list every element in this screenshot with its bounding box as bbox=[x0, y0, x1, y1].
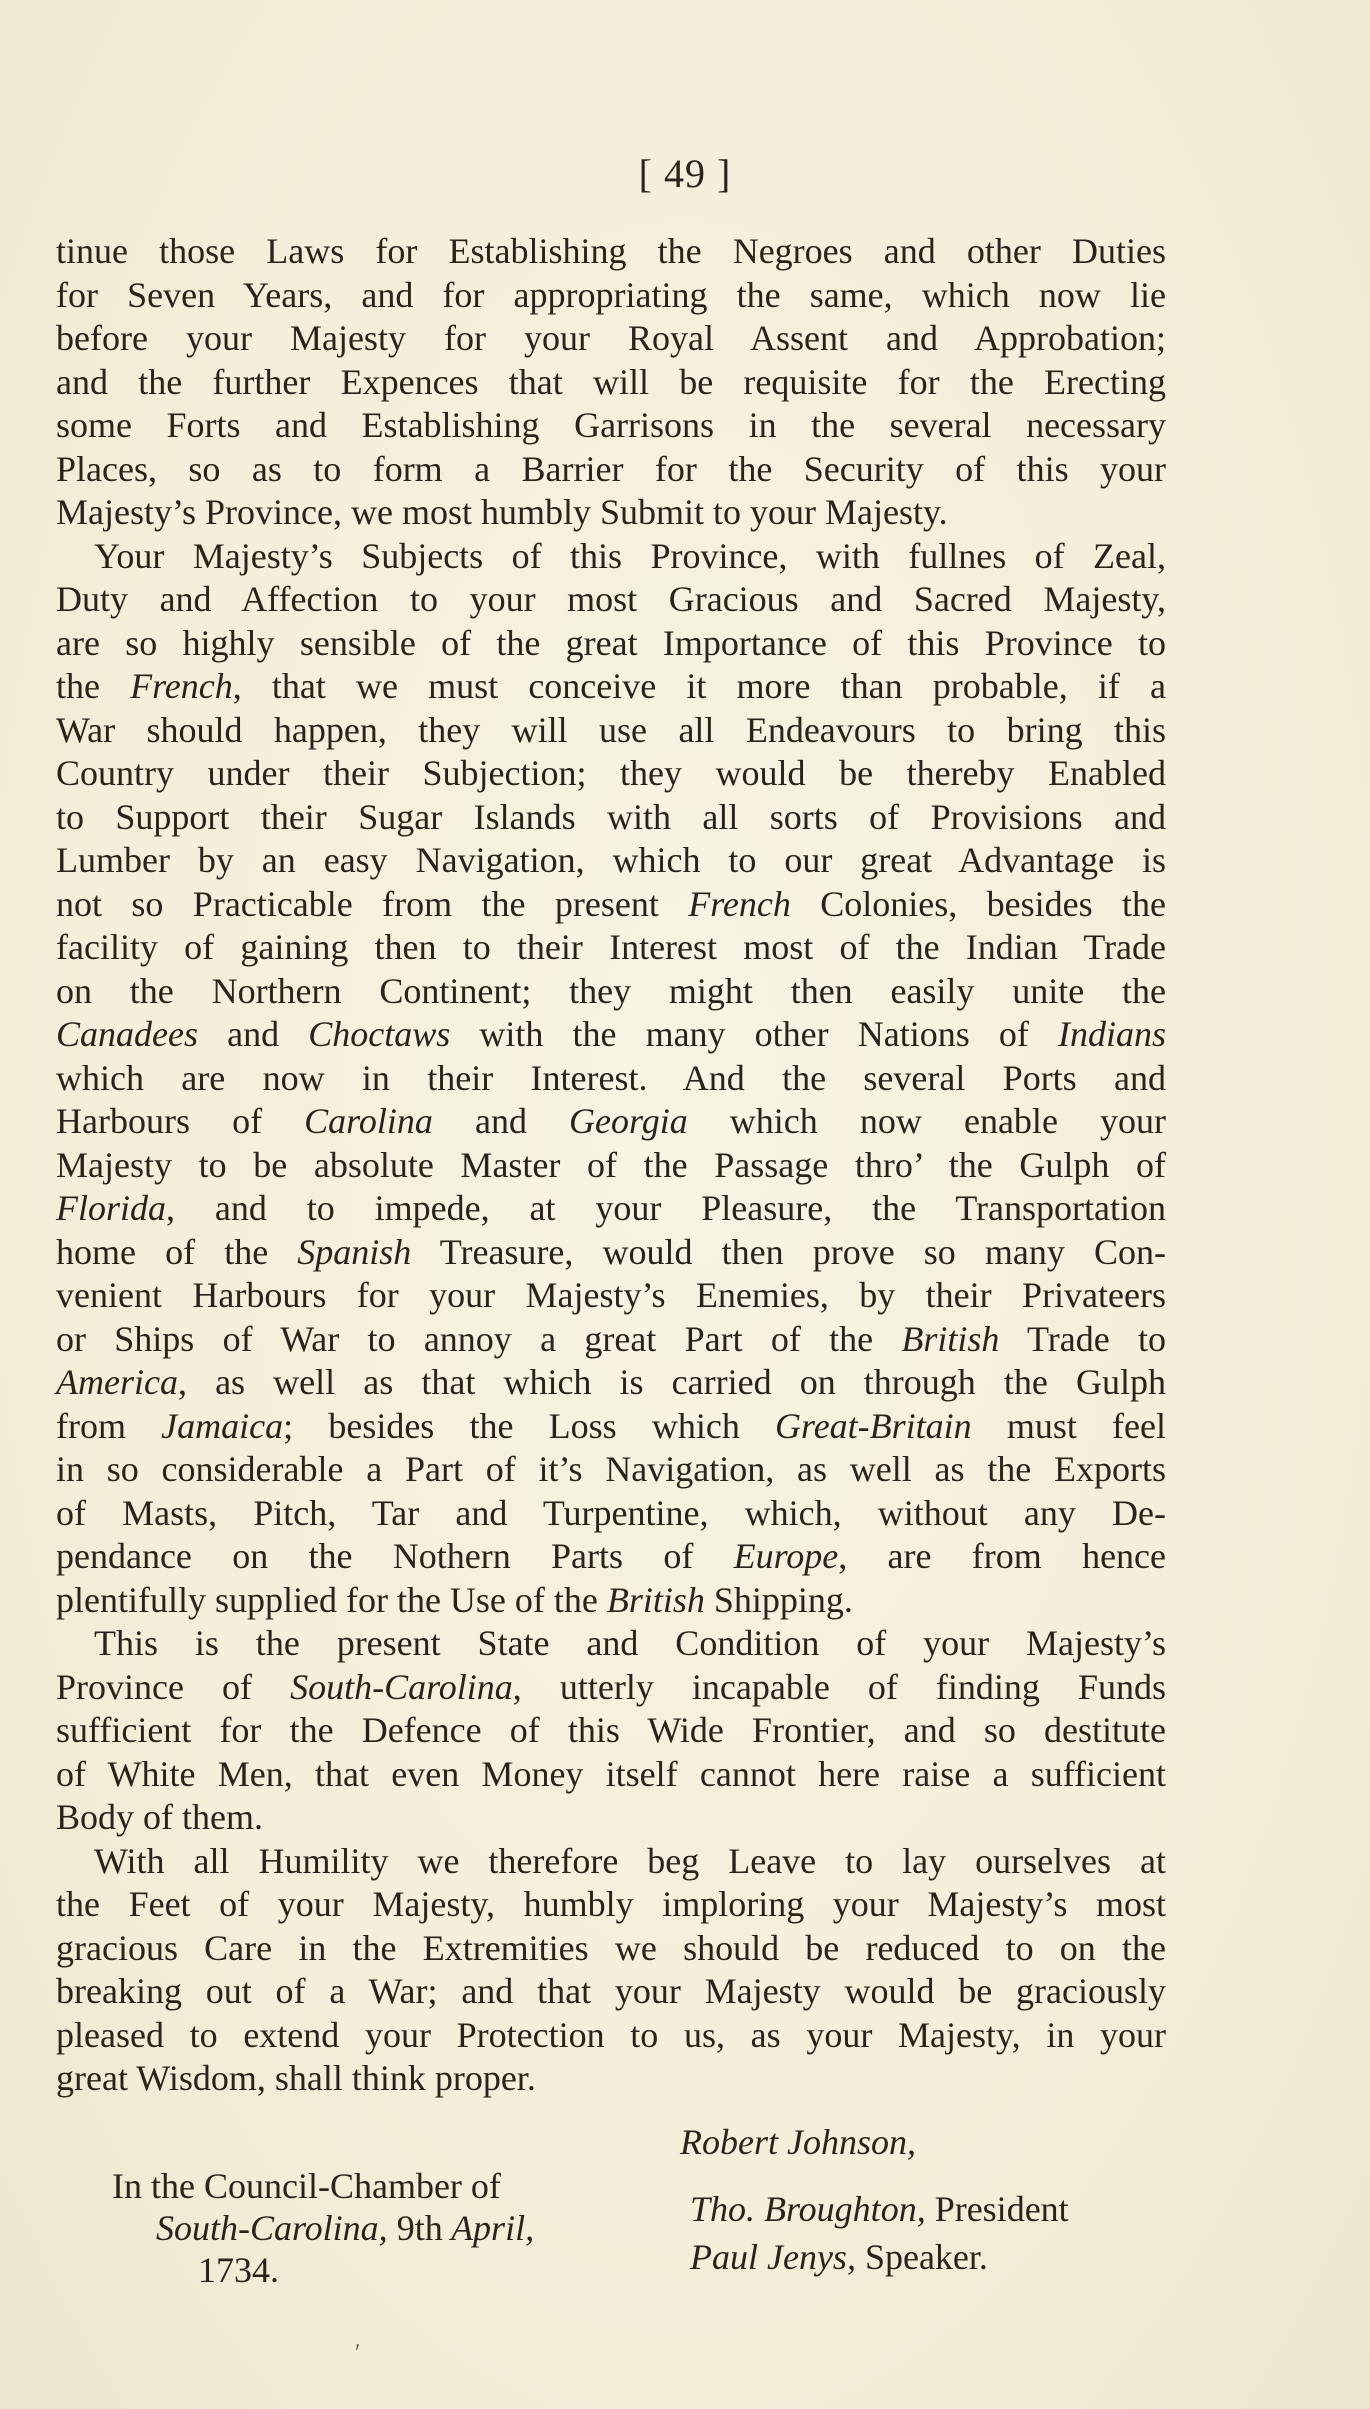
body-line: are so highly sensible of the great Importance of this Province to bbox=[56, 622, 1166, 663]
body-line: With all Humility we therefore beg Leave to lay ourselves at bbox=[94, 1840, 1166, 1881]
body-line: which are now in their Interest. And the several Ports and bbox=[56, 1057, 1166, 1098]
body-line: and the further Expences that will be requisite for the Erecting bbox=[56, 361, 1166, 402]
officer-name: Paul Jenys, bbox=[690, 2237, 856, 2277]
body-line: pendance on the Nothern Parts of Europe, are from hence bbox=[56, 1536, 1167, 1576]
page-number: [ 49 ] bbox=[638, 151, 732, 196]
body-line: from Jamaica; besides the Loss which Great-Britain must feel bbox=[56, 1405, 1166, 1446]
body-line: Canadees and Choctaws with the many other Nations of Indians bbox=[56, 1014, 1166, 1054]
body-line: some Forts and Establishing Garrisons in the several necessary bbox=[56, 405, 1166, 445]
body-line: home of the Spanish Treasure, would then prove so many Con- bbox=[56, 1231, 1166, 1272]
body-line: tinue those Laws for Establishing the Negroes and other Duties bbox=[56, 231, 1166, 271]
officer-speaker bbox=[690, 2233, 1069, 2281]
place-day: 9th bbox=[396, 2208, 443, 2248]
body-line: Florida, and to impede, at your Pleasure, the Transportation bbox=[56, 1188, 1166, 1228]
place-and-date bbox=[112, 2165, 534, 2291]
body-line: for Seven Years, and for appropriating the same, which now lie bbox=[56, 274, 1166, 315]
body-line: of Masts, Pitch, Tar and Turpentine, which, without any De- bbox=[56, 1492, 1166, 1533]
body-line: or Ships of War to annoy a great Part of the British Trade to bbox=[56, 1318, 1166, 1359]
body-line: America, as well as that which is carried on through the Gulph bbox=[56, 1362, 1166, 1402]
body-line: pleased to extend your Protection to us, as your Majesty, in your bbox=[56, 2014, 1166, 2055]
place-province: South-Carolina, bbox=[156, 2208, 388, 2248]
body-line: the Feet of your Majesty, humbly imploring your Majesty’s most bbox=[56, 1884, 1166, 1924]
body-line: plentifully supplied for the Use of the British Shipping. bbox=[56, 1579, 853, 1620]
body-line: before your Majesty for your Royal Assent and Approbation; bbox=[56, 318, 1166, 358]
body-line: venient Harbours for your Majesty’s Enemies, by their Privateers bbox=[56, 1275, 1166, 1315]
officer-name: Tho. Broughton, bbox=[690, 2189, 926, 2229]
body-line: Majesty to be absolute Master of the Passage thro’ the Gulph of bbox=[56, 1144, 1166, 1185]
officer-president bbox=[690, 2185, 1069, 2233]
body-line: War should happen, they will use all Endeavours to bring this bbox=[56, 709, 1166, 750]
place-line-1: In the Council-Chamber of bbox=[112, 2166, 501, 2206]
place-year: 1734. bbox=[198, 2250, 279, 2290]
body-line: Majesty’s Province, we most humbly Submit to your Majesty. bbox=[56, 492, 948, 532]
officer-title: President bbox=[934, 2189, 1069, 2229]
body-line: breaking out of a War; and that your Majesty would be graciously bbox=[56, 1971, 1166, 2011]
body-line: great Wisdom, shall think proper. bbox=[56, 2058, 536, 2098]
body-line: gracious Care in the Extremities we should be reduced to on the bbox=[56, 1927, 1166, 1968]
body-line: Country under their Subjection; they would be thereby Enabled bbox=[56, 753, 1166, 793]
ink-mark-decoration: ʹ bbox=[355, 2340, 361, 2366]
place-line-2 bbox=[112, 2207, 534, 2249]
place-month: April, bbox=[451, 2208, 535, 2248]
body-line: the French, that we must conceive it more than probable, if a bbox=[56, 666, 1167, 706]
body-line: of White Men, that even Money itself cannot here raise a sufficient bbox=[56, 1753, 1166, 1794]
body-line: Lumber by an easy Navigation, which to our great Advantage is bbox=[56, 840, 1166, 880]
body-line: Duty and Affection to your most Gracious and Sacred Majesty, bbox=[56, 579, 1166, 619]
body-line: Harbours of Carolina and Georgia which now enable your bbox=[56, 1101, 1167, 1141]
body-line: Places, so as to form a Barrier for the Security of this your bbox=[56, 448, 1166, 489]
officer-title: Speaker. bbox=[864, 2237, 988, 2277]
signature-robert-johnson: Robert Johnson, bbox=[680, 2122, 916, 2162]
body-line: to Support their Sugar Islands with all sorts of Provisions and bbox=[56, 796, 1166, 837]
officer-signatures bbox=[690, 2185, 1069, 2281]
body-line: Province of South-Carolina, utterly incapable of finding Funds bbox=[56, 1666, 1166, 1707]
body-line: not so Practicable from the present French Colonies, besides the bbox=[56, 883, 1166, 924]
body-line: on the Northern Continent; they might then easily unite the bbox=[56, 970, 1166, 1011]
body-line: sufficient for the Defence of this Wide Frontier, and so destitute bbox=[56, 1710, 1166, 1750]
body-line: facility of gaining then to their Interest most of the Indian Trade bbox=[56, 927, 1166, 967]
body-text bbox=[56, 230, 1166, 2101]
body-line: Your Majesty’s Subjects of this Province, with fullnes of Zeal, bbox=[94, 535, 1166, 576]
body-line: in so considerable a Part of it’s Navigation, as well as the Exports bbox=[56, 1449, 1166, 1489]
body-line: This is the present State and Condition of your Majesty’s bbox=[94, 1623, 1166, 1663]
body-line: Body of them. bbox=[56, 1797, 263, 1837]
